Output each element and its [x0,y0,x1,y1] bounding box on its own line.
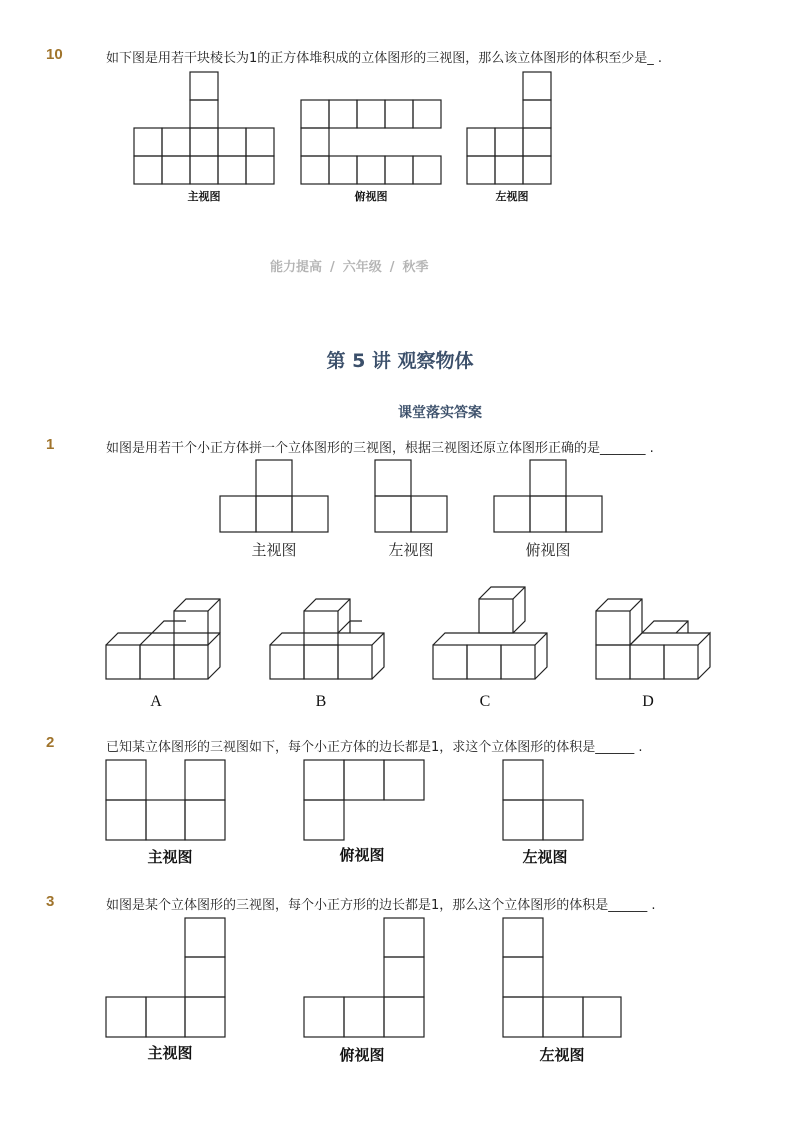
question-3-text: 如图是某个立体图形的三视图，每个小正方形的边长都是1，那么这个立体图形的体积是______ . [106,898,656,913]
q1-option-c-figure [433,587,547,679]
q1-option-a-label: A [150,693,162,710]
question-2-text: 已知某立体图形的三视图如下，每个小正方体的边长都是1，求这个立体图形的体积是______ . [106,740,643,755]
footer-separator: / [330,260,335,275]
question-number-1: 1 [46,436,55,453]
q2-left-view [503,760,583,840]
q2-front-view [106,760,225,840]
q1-option-b-label: B [315,693,327,710]
q1-label-top: 俯视图 [525,541,571,559]
footer-part-2: 六年级 [342,260,382,275]
q3-left-view [503,918,621,1037]
question-number-3: 3 [46,893,55,910]
q2-label-left: 左视图 [522,848,568,866]
q1-option-d-figure [596,599,710,679]
footer-part-3: 秋季 [402,260,429,275]
q3-label-front: 主视图 [147,1044,193,1062]
q10-label-left: 左视图 [495,190,529,203]
section-subtitle: 课堂落实答案 [398,405,482,421]
q3-label-top: 俯视图 [339,1046,385,1064]
q2-label-top: 俯视图 [339,846,385,864]
question-number-10: 10 [46,46,63,63]
q1-label-left: 左视图 [388,541,434,559]
q3-label-left: 左视图 [539,1046,585,1064]
q10-label-top: 俯视图 [354,190,388,203]
question-number-2: 2 [46,734,55,751]
q10-front-view [134,72,274,184]
q1-front-view [220,460,328,532]
q10-label-front: 主视图 [187,190,221,203]
q1-option-d-label: D [642,693,654,710]
q1-option-a-figure [106,599,220,679]
q1-label-front: 主视图 [251,541,297,559]
q2-top-view [304,760,424,840]
lecture-title: 第 5 讲 观察物体 [326,350,474,372]
q1-option-c-label: C [479,693,491,710]
q10-left-view [467,72,551,184]
question-1-text: 如图是用若干个小正方体拼一个立体图形的三视图，根据三视图还原立体图形正确的是_______ . [106,441,654,456]
q3-top-view [304,918,424,1037]
footer-part-1: 能力提高 [270,260,323,275]
q1-left-view [375,460,447,532]
footer-separator: / [389,260,395,275]
q2-label-front: 主视图 [147,848,193,866]
q10-top-view [301,100,441,184]
question-10-text: 如下图是用若干块棱长为1的正方体堆积成的立体图形的三视图，那么该立体图形的体积至少是_ . [106,51,663,66]
q3-front-view [106,918,225,1037]
q1-option-b-figure [270,599,384,679]
q1-top-view [494,460,602,532]
